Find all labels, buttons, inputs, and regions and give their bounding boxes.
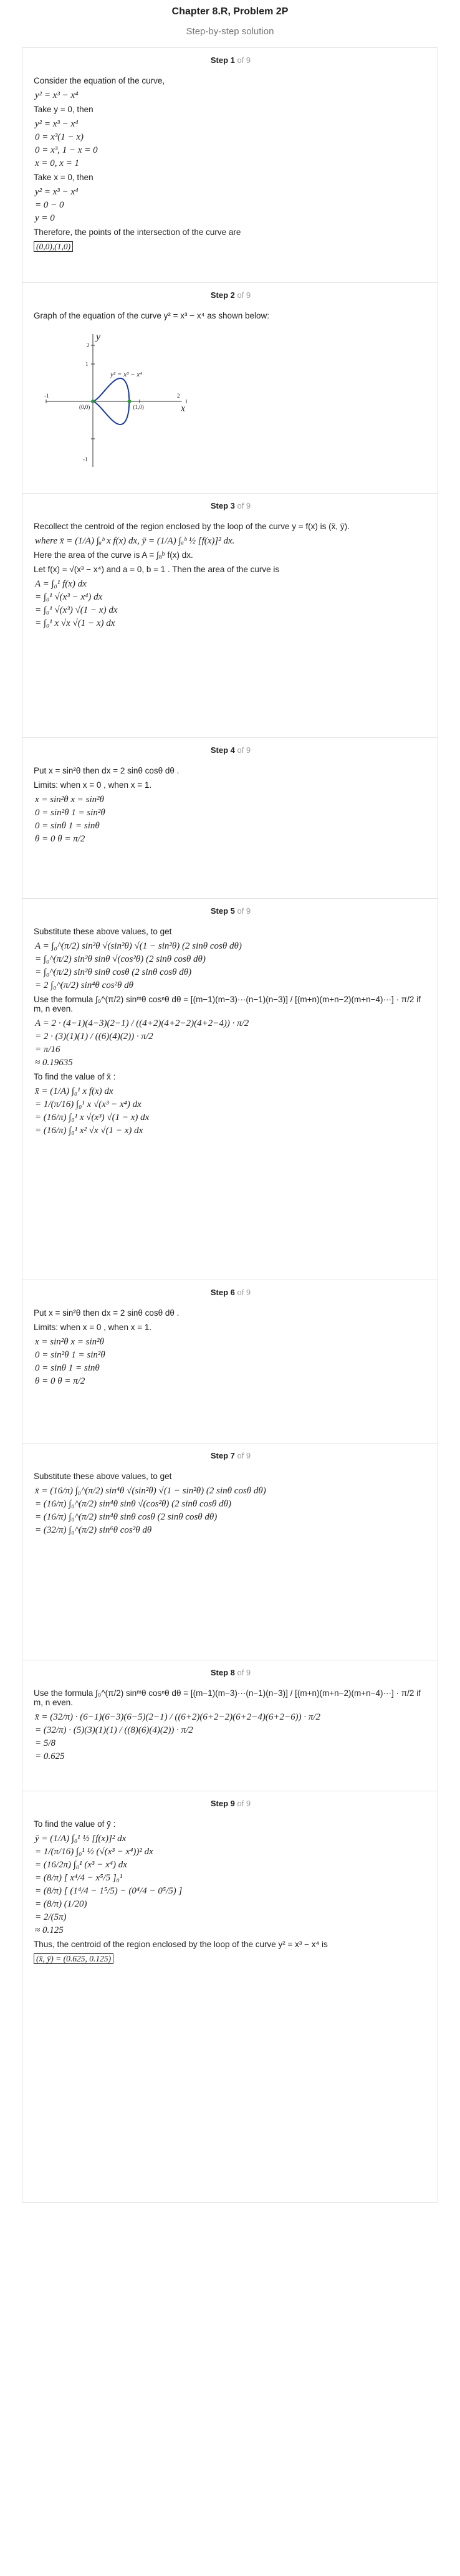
math-line: = ∫₀^(π/2) sin²θ sinθ √(cos²θ) (2 sinθ cosθ dθ) (35, 954, 206, 964)
step-title (34, 906, 428, 916)
math-line: = ∫₀¹ √(x³ − x⁴) dx (35, 592, 103, 602)
math-line: x̄ = (16/π) ∫₀^(π/2) sin⁴θ √(sin²θ) √(1 − sin²θ) (2 sinθ cosθ dθ) (35, 1486, 266, 1496)
point-label: (0,0) (79, 404, 90, 410)
y-axis-label: y (96, 332, 101, 342)
math-line: = (16/π) ∫₀^(π/2) sin⁴θ sinθ cosθ (2 sinθ cosθ dθ) (35, 1512, 218, 1522)
tick-label: 1 (85, 361, 89, 367)
math-line: 0 = x³(1 − x) (35, 132, 84, 142)
math-line: = (8/π) [ (1⁴/4 − 1⁵/5) − (0⁴/4 − 0⁵/5) ] (35, 1886, 183, 1896)
step-text: Thus, the centroid of the region enclosed by the loop of the curve y² = x³ − x⁴ is (34, 1940, 328, 1949)
math-line: = 2/(5π) (35, 1912, 67, 1922)
tick-label: -1 (83, 456, 88, 462)
step-title (34, 290, 428, 300)
math-line: x = 0, x = 1 (35, 158, 80, 168)
math-line: A = ∫₀^(π/2) sin²θ √(sin²θ) √(1 − sin²θ) (2 sinθ cosθ dθ) (35, 941, 242, 951)
curve-graph (34, 325, 221, 469)
math-line: x̄ = (1/A) ∫₀¹ x f(x) dx (35, 1086, 113, 1096)
step-title (34, 745, 428, 755)
curve-label: y² = x³ − x⁴ (110, 371, 142, 378)
step-text: Limits: when x = 0 , when x = 1. (34, 780, 152, 790)
math-line: = 5/8 (35, 1738, 56, 1748)
math-line: ȳ = (1/A) ∫₀¹ ½ [f(x)]² dx (35, 1834, 127, 1844)
step-count: of 9 (234, 1288, 251, 1297)
step-text: Use the formula ∫₀^(π/2) sinᵐθ cosⁿθ dθ = [(m−1)(m−3)···(n−1)(n−3)] / [(m+n)(m+n−2)(m+n−4)···] · π/2 if m, n even. (34, 1688, 421, 1707)
math-line: 0 = sin²θ 1 = sin²θ (35, 1350, 105, 1360)
step-count: of 9 (234, 501, 251, 510)
math-line: = (16/π) ∫₀^(π/2) sin⁴θ sinθ √(cos²θ) (2 sinθ cosθ dθ) (35, 1499, 232, 1509)
step-text: Recollect the centroid of the region enclosed by the loop of the curve y = f(x) is (x̄, ȳ). (34, 522, 350, 531)
math-line: 0 = sinθ 1 = sinθ (35, 1363, 100, 1373)
math-line: A = ∫₀¹ f(x) dx (35, 579, 87, 589)
math-line: = (32/π) · (5)(3)(1)(1) / ((8)(6)(4)(2)) · π/2 (35, 1725, 193, 1735)
solution-subtitle: Step-by-step solution (186, 26, 274, 37)
math-line: y² = x³ − x⁴ (35, 90, 79, 100)
math-line: where x̄ = (1/A) ∫ₐᵇ x f(x) dx, ȳ = (1/A) ∫ₐᵇ ½ [f(x)]² dx. (35, 536, 235, 546)
step-text: Substitute these above values, to get (34, 927, 172, 936)
step-9 (22, 1791, 438, 2202)
step-text: Therefore, the points of the intersection of the curve are (34, 227, 241, 237)
step-title (34, 1451, 428, 1460)
math-line: = (8/π) [ x⁴/4 − x⁵/5 ]₀¹ (35, 1873, 123, 1883)
tick-label: -1 (44, 393, 49, 399)
step-label: Step 1 (210, 55, 235, 65)
math-line: = (32/π) ∫₀^(π/2) sin⁶θ cos²θ dθ (35, 1525, 152, 1535)
step-count: of 9 (234, 906, 251, 916)
math-line: y² = x³ − x⁴ (35, 187, 79, 197)
math-line: = 0.625 (35, 1751, 65, 1761)
math-line: 0 = x³, 1 − x = 0 (35, 145, 98, 155)
step-text: Here the area of the curve is A = ∫ₐᵇ f(x) dx. (34, 550, 193, 560)
tick-label: 2 (177, 393, 180, 399)
step-1 (22, 48, 438, 282)
math-line: = 1/(π/16) ∫₀¹ x √(x³ − x⁴) dx (35, 1099, 141, 1109)
step-label: Step 6 (210, 1288, 235, 1297)
math-line: = ∫₀¹ x √x √(1 − x) dx (35, 618, 115, 628)
math-line: θ = 0 θ = π/2 (35, 1376, 85, 1386)
point-label: (1,0) (133, 404, 144, 410)
final-answer (34, 242, 428, 252)
math-line: x̄ = (32/π) · (6−1)(6−3)(6−5)(2−1) / ((6+2)(6+2−2)(6+2−4)(6+2−6)) · π/2 (35, 1712, 321, 1722)
step-text: Consider the equation of the curve, (34, 76, 165, 85)
step-6 (22, 1280, 438, 1443)
chapter-title: Chapter 8.R, Problem 2P (171, 6, 289, 17)
math-line: = (8/π) (1/20) (35, 1899, 87, 1909)
step-text: Take x = 0, then (34, 173, 93, 182)
step-label: Step 5 (210, 906, 235, 916)
page-header (0, 0, 460, 47)
math-line: ≈ 0.125 (35, 1925, 64, 1935)
tick-label: 2 (87, 342, 90, 348)
step-count: of 9 (234, 55, 251, 65)
step-5 (22, 898, 438, 1280)
step-text: Put x = sin²θ then dx = 2 sinθ cosθ dθ . (34, 1308, 180, 1318)
boxed-answer: (x̄, ȳ) = (0.625, 0.125) (34, 1953, 113, 1964)
step-count: of 9 (234, 290, 251, 300)
step-count: of 9 (234, 745, 251, 755)
math-line: y² = x³ − x⁴ (35, 119, 79, 129)
step-title (34, 1799, 428, 1808)
math-line: = 0 − 0 (35, 200, 64, 210)
step-title (34, 55, 428, 65)
step-count: of 9 (234, 1799, 251, 1808)
step-label: Step 4 (210, 745, 235, 755)
step-text: Limits: when x = 0 , when x = 1. (34, 1323, 152, 1332)
math-line: = 2 ∫₀^(π/2) sin⁴θ cos²θ dθ (35, 980, 134, 990)
x-axis-label: x (181, 403, 186, 414)
point-origin (91, 400, 95, 403)
math-line: θ = 0 θ = π/2 (35, 834, 85, 844)
step-text: Let f(x) = √(x³ − x⁴) and a = 0, b = 1 . Then the area of the curve is (34, 565, 280, 574)
step-text: To find the value of ȳ : (34, 1819, 116, 1829)
step-8 (22, 1660, 438, 1791)
step-title (34, 501, 428, 510)
step-7 (22, 1443, 438, 1660)
step-label: Step 8 (210, 1668, 235, 1677)
step-2 (22, 282, 438, 493)
step-count: of 9 (234, 1668, 251, 1677)
math-line: = (16/π) ∫₀¹ x² √x √(1 − x) dx (35, 1126, 143, 1136)
math-line: y = 0 (35, 213, 55, 223)
math-line: 0 = sin²θ 1 = sin²θ (35, 808, 105, 818)
math-line: = π/16 (35, 1045, 60, 1055)
math-line: = ∫₀^(π/2) sin²θ sinθ cosθ (2 sinθ cosθ dθ) (35, 967, 192, 977)
point-right (128, 400, 132, 403)
math-line: ≈ 0.19635 (35, 1058, 73, 1068)
step-4 (22, 737, 438, 898)
math-line: x = sin²θ x = sin²θ (35, 795, 105, 805)
step-text: Take y = 0, then (34, 105, 93, 114)
step-count: of 9 (234, 1451, 251, 1460)
solution-steps (22, 47, 438, 2203)
step-text: Use the formula ∫₀^(π/2) sinᵐθ cosⁿθ dθ = [(m−1)(m−3)···(n−1)(n−3)] / [(m+n)(m+n−2)(m+n−4)···] · π/2 if m, n even. (34, 995, 421, 1013)
step-label: Step 7 (210, 1451, 235, 1460)
step-3 (22, 493, 438, 737)
final-answer (34, 1954, 428, 1964)
math-line: A = 2 · (4−1)(4−3)(2−1) / ((4+2)(4+2−2)(4+2−4)) · π/2 (35, 1018, 249, 1028)
step-label: Step 2 (210, 290, 235, 300)
boxed-answer: (0,0),(1,0) (34, 241, 73, 252)
step-title (34, 1668, 428, 1677)
math-line: = 1/(π/16) ∫₀¹ ½ (√(x³ − x⁴))² dx (35, 1847, 153, 1857)
math-line: = 2 · (3)(1)(1) / ((6)(4)(2)) · π/2 (35, 1032, 153, 1041)
step-text: Put x = sin²θ then dx = 2 sinθ cosθ dθ . (34, 766, 180, 775)
math-line: = (16/2π) ∫₀¹ (x³ − x⁴) dx (35, 1860, 127, 1870)
step-text: To find the value of x̄ : (34, 1072, 116, 1081)
math-line: = (16/π) ∫₀¹ x √(x³) √(1 − x) dx (35, 1113, 150, 1123)
step-text: Substitute these above values, to get (34, 1472, 172, 1481)
step-label: Step 9 (210, 1799, 235, 1808)
math-line: 0 = sinθ 1 = sinθ (35, 821, 100, 831)
step-label: Step 3 (210, 501, 235, 510)
math-line: x = sin²θ x = sin²θ (35, 1337, 105, 1347)
step-title (34, 1288, 428, 1297)
step-text: Graph of the equation of the curve y² = x³ − x⁴ as shown below: (34, 311, 270, 320)
math-line: = ∫₀¹ √(x³) √(1 − x) dx (35, 605, 118, 615)
